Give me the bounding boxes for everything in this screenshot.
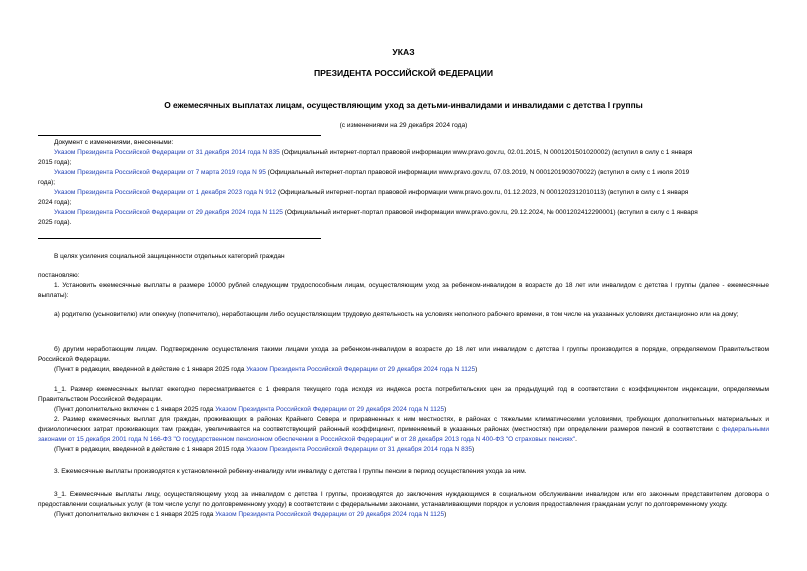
bottom-divider — [38, 238, 321, 239]
amendments-list — [38, 138, 769, 228]
decree-heading: УКАЗ — [392, 47, 415, 57]
amendment-item: Указом Президента Российской Федерации от 1 декабря 2023 года N 912 (Официальный интернет-портал правовой информации www.pravo.gov.ru, 01.12.2023, N 0001202312010113) (вступил в силу с 1 января — [54, 189, 689, 196]
amendment-link[interactable]: Указом Президента Российской Федерации от 29 декабря 2024 года N 1125 — [54, 209, 283, 216]
document-title: О ежемесячных выплатах лицам, осуществляющим уход за детьми-инвалидами и инвалидами с детства I группы — [164, 100, 643, 110]
amendment-link[interactable]: Указом Президента Российской Федерации от 1 декабря 2023 года N 912 — [54, 189, 277, 196]
law-link-400[interactable]: от 28 декабря 2013 года N 400-ФЗ "О страховых пенсиях" — [400, 436, 576, 443]
edit-note: (Пункт дополнительно включен с 1 января 2025 года Указом Президента Российской Федерации от 29 декабря 2024 года N 1125) — [54, 406, 447, 413]
revision-note: (с изменениями на 29 декабря 2024 года) — [339, 122, 468, 129]
amendment-item: Указом Президента Российской Федерации от 31 декабря 2014 года N 835 (Официальный интернет-портал правовой информации www.pravo.gov.ru, 02.01.2015, N 0001201501020002) (вступил в силу с 1 января — [54, 149, 693, 156]
paragraph-b: б) другим неработающим лицам. Подтверждение осуществления такими лицами ухода за ребенком-инвалидом в возрасте до 18 лет или инвалидом с детства I группы производится в порядке, определяемом Правительством Российской Федерации. (Пункт в редакции, введенной в действие с 1 января 2025 года Указом Президента Российской Федерации от 29 декабря 2024 года N 1125) — [38, 346, 769, 373]
amendments-intro: Документ с изменениями, внесенными: — [54, 139, 174, 146]
decree-word: постановляю: — [38, 272, 80, 279]
top-divider — [38, 135, 321, 136]
paragraph-3: 3. Ежемесячные выплаты производятся к установленной ребенку-инвалиду или инвалиду с детства I группы пенсии в период осуществления ухода за ним. — [54, 468, 527, 475]
amendment-item-cont: 2025 года). — [38, 219, 72, 226]
edit-note-link[interactable]: Указом Президента Российской Федерации от 29 декабря 2024 года N 1125 — [215, 406, 445, 413]
body-text — [38, 271, 769, 301]
issuer-heading: ПРЕЗИДЕНТА РОССИЙСКОЙ ФЕДЕРАЦИИ — [313, 68, 494, 78]
edit-note: (Пункт в редакции, введенной в действие с 1 января 2025 года Указом Президента Российской Федерации от 29 декабря 2024 года N 1125) — [54, 366, 478, 373]
paragraph-3-1: 3_1. Ежемесячные выплаты лицу, осуществляющему уход за инвалидом с детства I группы, производятся до заключения нуждающимся в социальном обслуживании инвалидом или его законным представителем договора о предоставлении социальных услуг (в том числе услуг по долговременному уходу) в соответствии с федеральными законами, устанавливающими порядок и условия предоставления гражданам услуг по долговременному уходу. (Пункт дополнительно включен с 1 января 2025 года Указом Президента Российской Федерации от 29 декабря 2024 года N 1125) — [38, 491, 769, 518]
paragraph-1: 1. Установить ежемесячные выплаты в размере 10000 рублей следующим трудоспособным лицам, осуществляющим уход за ребенком-инвалидом в возрасте до 18 лет или инвалидом с детства I группы (далее - ежемесячные выплаты): — [38, 282, 769, 299]
edit-note: (Пункт в редакции, введенной в действие с 1 января 2015 года Указом Президента Российской Федерации от 31 декабря 2014 года N 835) — [54, 446, 475, 453]
edit-note-link[interactable]: Указом Президента Российской Федерации от 29 декабря 2024 года N 1125 — [215, 511, 445, 518]
edit-note-link[interactable]: Указом Президента Российской Федерации от 29 декабря 2024 года N 1125 — [246, 366, 476, 373]
paragraph-1-1: 1_1. Размер ежемесячных выплат ежегодно пересматривается с 1 февраля текущего года исходя из индекса роста потребительских цен за предыдущий год в соответствии с коэффициентом индексации, определяемым Правительством Российской Федерации. (Пункт дополнительно включен с 1 января 2025 года Указом Президента Российской Федерации от 29 декабря 2024 года N 1125) 2. Размер ежемесячных выплат для граждан, проживающих в районах Крайнего Севера и приравненных к ним местностях, в районах с тяжелыми климатическими условиями, требующих дополнительных материальных и физиологических затрат проживающих там граждан, увеличивается на соответствующий районный коэффициент, применяемый в указанных районах (местностях) при определении размеров пенсий в соответствии с федеральными законами от 15 декабря 2001 года N 166-ФЗ "О государственном пенсионном обеспечении в Российской Федерации" и от 28 декабря 2013 года N 400-ФЗ "О страховых пенсиях". (Пункт в редакции, введенной в действие с 1 января 2015 года Указом Президента Российской Федерации от 31 декабря 2014 года N 835) — [38, 386, 769, 453]
amendment-link[interactable]: Указом Президента Российской Федерации от 31 декабря 2014 года N 835 — [54, 149, 280, 156]
law-link-166[interactable]: федеральными законами от 15 декабря 2001 года N 166-ФЗ "О государственном пенсионном обеспечении в Российской Федерации" — [38, 426, 769, 443]
edit-note-link[interactable]: Указом Президента Российской Федерации от 31 декабря 2014 года N 835 — [246, 446, 472, 453]
edit-note: (Пункт дополнительно включен с 1 января 2025 года Указом Президента Российской Федерации от 29 декабря 2024 года N 1125) — [54, 511, 447, 518]
amendment-item: Указом Президента Российской Федерации от 7 марта 2019 года N 95 (Официальный интернет-портал правовой информации www.pravo.gov.ru, 07.03.2019, N 0001201903070022) (вступил в силу с 1 июля 2019 — [54, 169, 690, 176]
amendment-item: Указом Президента Российской Федерации от 29 декабря 2024 года N 1125 (Официальный интернет-портал правовой информации www.pravo.gov.ru, 29.12.2024, № 0001202412290001) (вступил в силу с 1 января — [54, 209, 698, 216]
paragraph-a: а) родителю (усыновителю) или опекуну (попечителю), неработающим либо осуществляющим трудовую деятельность на условиях неполного рабочего времени, в том числе на указанных условиях дистанционно или на дому; — [54, 311, 739, 318]
preamble: В целях усиления социальной защищенности отдельных категорий граждан — [54, 253, 285, 260]
amendment-link[interactable]: Указом Президента Российской Федерации от 7 марта 2019 года N 95 — [54, 169, 266, 176]
amendment-item-cont: 2015 года); — [38, 159, 72, 166]
amendment-item-cont: года); — [38, 179, 56, 186]
paragraph-2: 2. Размер ежемесячных выплат для граждан, проживающих в районах Крайнего Севера и приравненных к ним местностях, в районах с тяжелыми климатическими условиями, требующих дополнительных материальных и физиологических затрат проживающих там граждан, увеличивается на соответствующий районный коэффициент, применяемый в указанных районах (местностях) при определении размеров пенсий в соответствии с федеральными законами от 15 декабря 2001 года N 166-ФЗ "О государственном пенсионном обеспечении в Российской Федерации" и от 28 декабря 2013 года N 400-ФЗ "О страховых пенсиях". — [38, 416, 769, 443]
amendment-item-cont: 2024 года); — [38, 199, 72, 206]
